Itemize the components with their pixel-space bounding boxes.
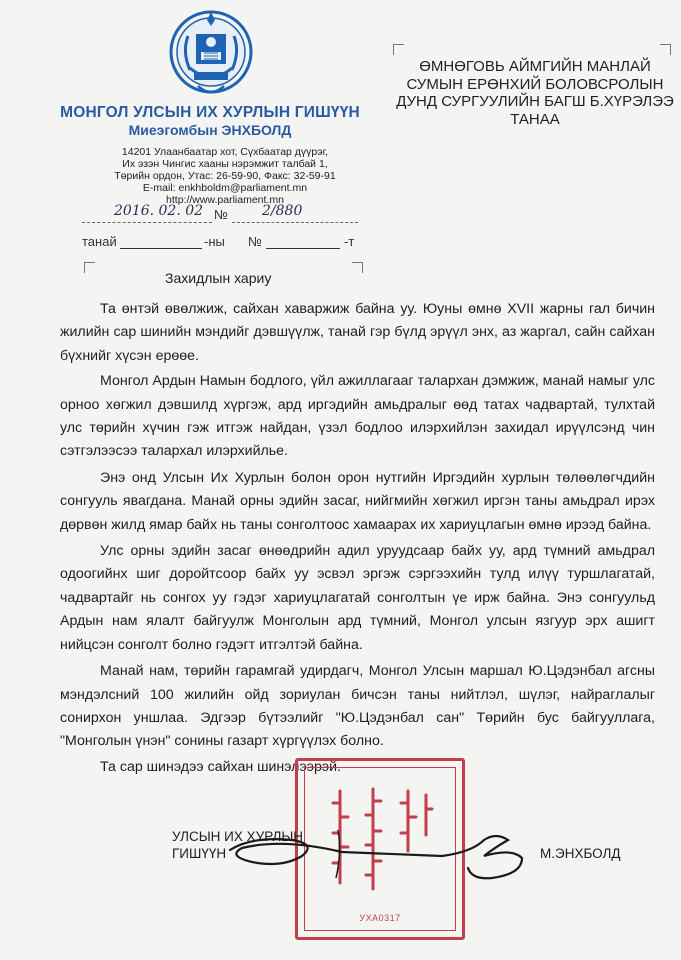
recipient-line: СУМЫН ЕРӨНХИЙ БОЛОВСРОЛЫН [406,75,664,93]
reply-number-mark: № [248,234,262,249]
body-paragraph: Та сар шинэдээ сайхан шинэлээрэй. [100,758,341,775]
body-paragraph: Монгол Ардын Намын бодлого, үйл ажиллагааг талархан дэмжиж, манай намыг улс орноо хөгжил дэвшилд хүргэж, ард иргэдийн амьдралыг өөд татах чадвартай, тулхтай улс төрийн хүчин гэж итгэж найдан, үзэл бодлоо илэрхийлэн захидал ирүүлсэнд чин сэтгэлээсээ талархал илэрхийлье. [60,373,655,460]
letter-body [60,298,655,779]
corner-mark [352,262,363,273]
reply-number-line [266,248,340,249]
recipient-block [395,58,675,128]
mongolia-state-emblem-icon [168,6,254,102]
body-paragraph: Манай нам, төрийн гарамгай удирдагч, Монгол Улсын маршал Ю.Цэдэнбал агсны мэндэлсний 100 жилийн ойд зориулан бичсэн таны нийтлэл, шүлэг, найраглалыг сонирхон уншлаа. Эдгээр бүтээлийг "Ю.Цэдэнбал сан" Төрийн бус байгууллага, "Монголын үнэн" сонины газарт хүргүүлэх болно. [60,663,655,750]
letter-date: 2016. 02. 02 [114,203,204,219]
reply-mid: -ны [204,234,225,249]
stamp-code: УХА0317 [359,913,401,923]
corner-mark [84,262,95,273]
body-paragraph: Энэ онд Улсын Их Хурлын болон орон нутгийн Иргэдийн хурлын төлөөлөгчдийн сонгууль явагдана. Манай орны эдийн засаг, нийгмийн хөгжил иргэн таны амьдрал ирэх дөрвөн жилд ямар байх нь таны сонголтоос хамаарах их хариуцлагын өмнө ирээд байна. [60,469,655,533]
date-line [82,222,212,223]
member-name: Миеэгомбын ЭНХБОЛД [128,122,292,138]
corner-mark [660,44,671,55]
recipient-line: ДУНД СУРГУУЛИЙН БАГШ Б.ХҮРЭЛЭЭ [396,93,674,110]
number-mark: № [214,207,228,222]
subject-line: Захидлын хариу [165,270,272,286]
recipient-line: ТАНАА [510,110,560,128]
reply-prefix: танай [82,234,117,249]
signatory-title-line1: УЛСЫН ИХ ХУРЛЫН [172,829,304,844]
letter-number: 2/880 [262,203,303,219]
address-line: Төрийн ордон, Утас: 26-59-90, Факс: 32-59-91 [114,170,336,182]
organization-title: МОНГОЛ УЛСЫН ИХ ХУРЛЫН ГИШҮҮН [60,104,360,121]
signatory-name: М.ЭНХБОЛД [540,846,621,861]
corner-mark [393,44,404,55]
reply-suffix: -т [344,234,355,249]
body-paragraph: Улс орны эдийн засаг өнөөдрийн адил уруудсаар байх уу, ард түмний амьдрал одоогийнх шиг доройтсоор байх уу эсвэл эргэж сэргээхийн тулд илүү туршлагатай, чадвартайг нь сонгох уу гэдэг хариуцлагатай сонголтын үе ирж байна. Энэ сонгуульд Ардын нам ялалт байгуулж Монголын ард түмний, Монгол улсын язгуур эрх ашигт нийцсэн сонголт болно гэдэгт итгэлтэй байна. [60,543,655,653]
address-line: Их эзэн Чингис хааны нэрэмжит талбай 1, [122,158,328,170]
body-paragraph: Та өнтэй өвөлжиж, сайхан хаваржиж байна уу. Юуны өмнө XVII жарны гал бичин жилийн сар шинийн мэндийг дэвшүүлж, танай гэр бүлд эрүүл энх, аз жаргал, сайн сайхан бүхнийг хүсэн ерөөе. [60,301,655,364]
handwritten-signature-icon [222,818,542,888]
number-line [232,222,358,223]
address-line: 14201 Улаанбаатар хот, Сүхбаатар дүүрэг, [121,146,329,158]
reply-date-line [120,248,202,249]
recipient-line: ӨМНӨГОВЬ АЙМГИЙН МАНЛАЙ [419,58,651,75]
website-line: http://www.parliament.mn [166,194,284,206]
email-line: E-mail: enkhboldm@parliament.mn [142,182,308,194]
signatory-title-line2: ГИШҮҮН [172,846,227,861]
